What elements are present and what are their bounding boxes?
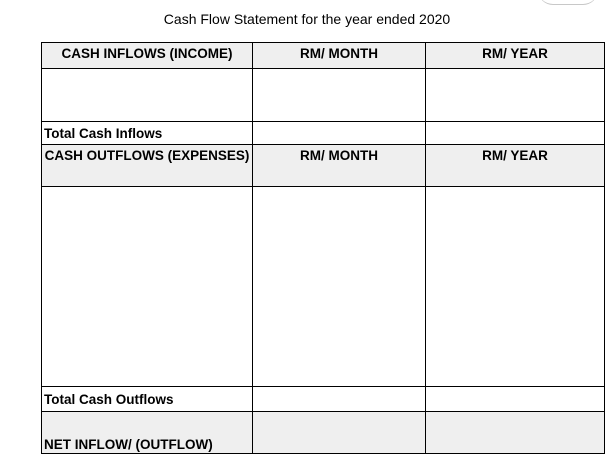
outflows-header-row — [42, 145, 605, 187]
inflows-year-cell[interactable] — [426, 69, 605, 122]
outflows-year-cell[interactable] — [426, 187, 605, 387]
page-corner-mark — [538, 0, 598, 5]
net-flow-row — [42, 412, 605, 454]
inflows-total-row — [42, 122, 605, 145]
inflows-item-cell[interactable] — [42, 69, 253, 122]
inflows-month-cell[interactable] — [253, 69, 426, 122]
outflows-entry-row — [42, 187, 605, 387]
inflows-month-header: RM/ MONTH — [253, 43, 426, 69]
outflows-item-cell[interactable] — [42, 187, 253, 387]
inflows-header: CASH INFLOWS (INCOME) — [42, 43, 253, 69]
outflows-total-month-cell[interactable] — [253, 387, 426, 412]
outflows-total-year-cell[interactable] — [426, 387, 605, 412]
net-flow-year-cell[interactable] — [426, 412, 605, 454]
outflows-month-header: RM/ MONTH — [253, 145, 426, 187]
outflows-total-row — [42, 387, 605, 412]
inflows-header-row — [42, 43, 605, 69]
inflows-total-month-cell[interactable] — [253, 122, 426, 145]
inflows-total-label: Total Cash Inflows — [42, 122, 253, 145]
page-title: Cash Flow Statement for the year ended 2020 — [163, 11, 451, 27]
inflows-year-header: RM/ YEAR — [426, 43, 605, 69]
outflows-year-header: RM/ YEAR — [426, 145, 605, 187]
net-flow-label: NET INFLOW/ (OUTFLOW) — [42, 412, 253, 454]
inflows-total-year-cell[interactable] — [426, 122, 605, 145]
outflows-header: CASH OUTFLOWS (EXPENSES) — [42, 145, 253, 187]
cash-flow-table — [41, 42, 605, 454]
inflows-entry-row — [42, 69, 605, 122]
outflows-month-cell[interactable] — [253, 187, 426, 387]
outflows-total-label: Total Cash Outflows — [42, 387, 253, 412]
net-flow-month-cell[interactable] — [253, 412, 426, 454]
